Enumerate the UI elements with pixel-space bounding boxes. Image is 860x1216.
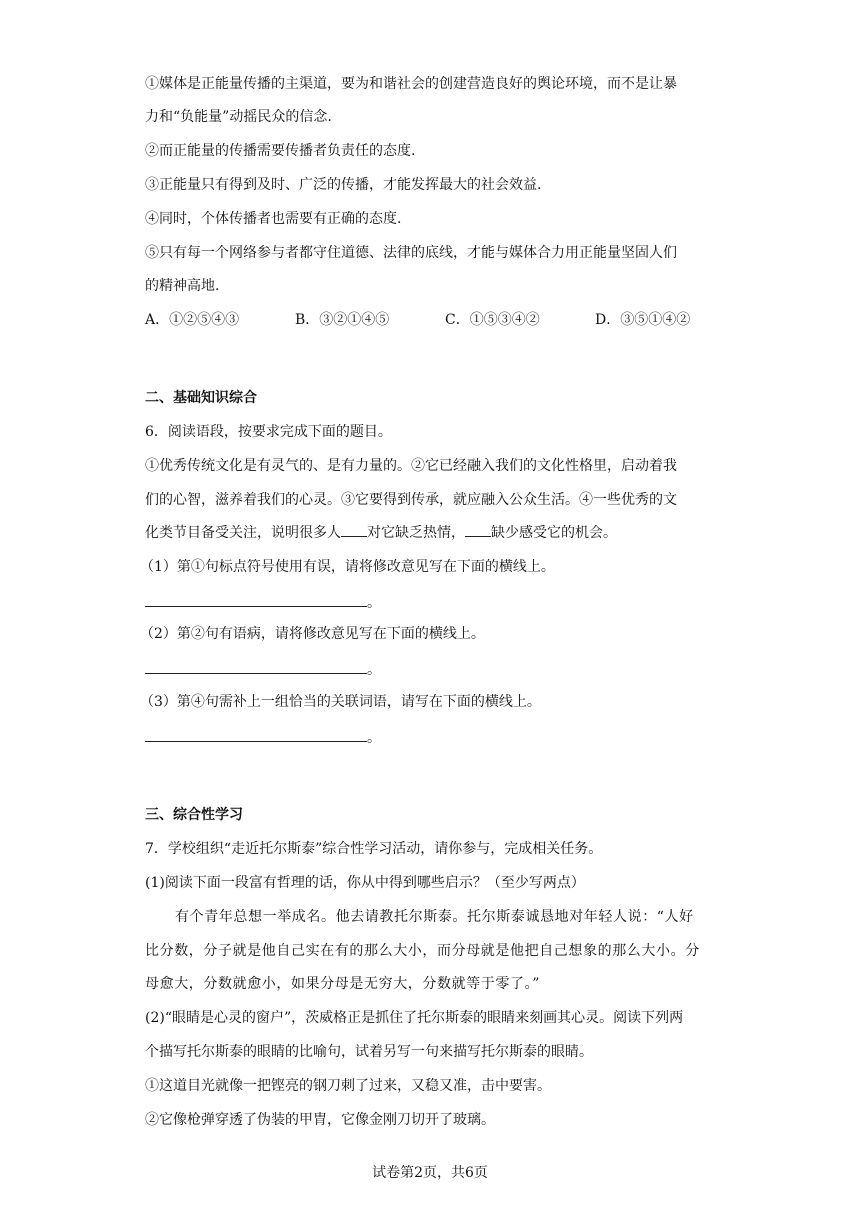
q5-option-d[interactable]: D．③⑤①④② <box>595 312 691 328</box>
answer-period-1: 。 <box>367 595 381 611</box>
answer-blank-2[interactable] <box>145 659 367 674</box>
section-2-heading: 二、基础知识综合 <box>145 390 257 406</box>
q5-sentence-2: ②而正能量的传播需要传播者负责任的态度. <box>145 143 416 159</box>
q6-answer-line-2 <box>145 659 381 680</box>
answer-period-2: 。 <box>367 662 381 678</box>
q5-option-c[interactable]: C．①⑤③④② <box>445 312 540 328</box>
answer-period-3: 。 <box>367 730 381 746</box>
q7-sub-2-line-2: 个描写托尔斯泰的眼睛的比喻句，试着另写一句来描写托尔斯泰的眼睛。 <box>145 1044 593 1060</box>
section-3-heading: 三、综合性学习 <box>145 807 243 823</box>
q7-quote-line-2: 比分数，分子就是他自己实在有的那么大小，而分母就是他把自己想象的那么大小。分 <box>145 943 700 959</box>
q7-example-1: ①这道目光就像一把铿亮的钢刀刺了过来，又稳又准，击中要害。 <box>145 1078 551 1094</box>
q7-stem: 7．学校组织“走近托尔斯泰”综合性学习活动，请你参与，完成相关任务。 <box>145 841 603 857</box>
q6-stem: 6．阅读语段，按要求完成下面的题目。 <box>145 424 392 440</box>
q5-sentence-4: ④同时，个体传播者也需要有正确的态度. <box>145 211 402 227</box>
q5-option-a[interactable]: A．①②⑤④③ <box>145 312 240 328</box>
q6-passage-line-1: ①优秀传统文化是有灵气的、是有力量的。②它已经融入我们的文化性格里，启动着我 <box>145 458 677 474</box>
answer-blank-1[interactable] <box>145 592 367 607</box>
q6-sub-2: （2）第②句有语病，请将修改意见写在下面的横线上。 <box>140 626 485 642</box>
q5-sentence-3: ③正能量只有得到及时、广泛的传播，才能发挥最大的社会效益. <box>145 177 542 193</box>
q5-sentence-1a: ①媒体是正能量传播的主渠道，要为和谐社会的创建营造良好的舆论环境，而不是让暴 <box>145 76 677 92</box>
q6-fill-blank-2[interactable] <box>465 524 491 537</box>
q7-sub-2-line-1: (2)“眼睛是心灵的窗户”，茨威格正是抓住了托尔斯泰的眼睛来刻画其心灵。阅读下列两 <box>145 1010 684 1026</box>
q6-passage-text-a: 化类节目备受关注，说明很多人 <box>145 525 341 541</box>
q5-sentence-5a: ⑤只有每一个网络参与者都守住道德、法律的底线，才能与媒体合力用正能量坚固人们 <box>145 245 677 261</box>
q7-quote-line-3: 母愈大，分数就愈小，如果分母是无穷大，分数就等于零了。” <box>145 976 540 992</box>
q6-passage-text-c: 缺少感受它的机会。 <box>491 525 617 541</box>
page-footer: 试卷第2页，共6页 <box>372 1165 488 1181</box>
q5-option-b[interactable]: B．③②①④⑤ <box>295 312 390 328</box>
q6-sub-3: （3）第④句需补上一组恰当的关联词语，请写在下面的横线上。 <box>140 694 541 710</box>
q6-passage-line-3 <box>145 523 617 543</box>
q6-answer-line-1 <box>145 592 381 613</box>
q6-passage-text-b: 对它缺乏热情， <box>367 525 465 541</box>
q5-sentence-5b: 的精神高地. <box>145 278 220 294</box>
q5-sentence-1b: 力和“负能量”动摇民众的信念. <box>145 109 332 125</box>
q6-fill-blank-1[interactable] <box>341 524 367 537</box>
q6-sub-1: （1）第①句标点符号使用有误，请将修改意见写在下面的横线上。 <box>140 559 555 575</box>
q7-sub-1: (1)阅读下面一段富有哲理的话，你从中得到哪些启示？（至少写两点） <box>145 875 585 891</box>
q7-example-2: ②它像枪弹穿透了伪装的甲胄，它像金刚刀切开了玻璃。 <box>145 1112 495 1128</box>
answer-blank-3[interactable] <box>145 727 367 742</box>
q6-answer-line-3 <box>145 727 381 748</box>
q6-passage-line-2: 们的心智，滋养着我们的心灵。③它要得到传承，就应融入公众生活。④一些优秀的文 <box>145 492 677 508</box>
q7-quote-line-1: 有个青年总想一举成名。他去请教托尔斯泰。托尔斯泰诚恳地对年轻人说：“人好 <box>175 909 694 925</box>
